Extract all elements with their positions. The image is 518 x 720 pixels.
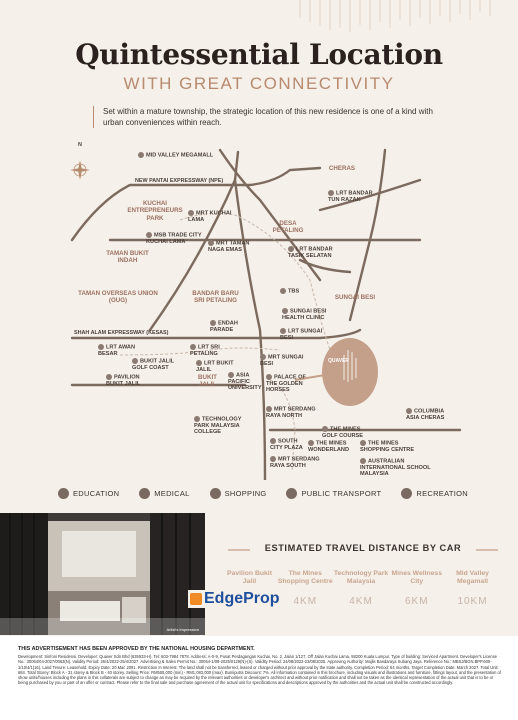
place-mrt-serdang-north[interactable]: MRT SERDANG RAYA NORTH [266, 406, 316, 419]
location-map [60, 140, 480, 480]
area-taman-overseas: TAMAN OVERSEAS UNION (OUG) [78, 290, 158, 305]
place-mines-golf[interactable]: THE MINES GOLF COURSE [322, 426, 364, 439]
place-bukit-jalil-golf[interactable]: BUKIT JALIL GOLF COAST [132, 358, 175, 371]
place-tbs[interactable]: TBS [280, 288, 299, 295]
compass-icon [70, 160, 90, 180]
place-mid-valley[interactable]: MID VALLEY MEGAMALL [138, 152, 213, 159]
decorative-lines [290, 0, 500, 36]
medical-cross-icon [139, 488, 150, 499]
place-lrt-bandar-tun[interactable]: LRT BANDAR TUN RAZAK [328, 190, 373, 203]
travel-heading: ESTIMATED TRAVEL DISTANCE BY CAR [264, 543, 462, 553]
graduation-cap-icon [58, 488, 69, 499]
train-icon [286, 488, 297, 499]
map-legend [58, 484, 468, 502]
recreation-icon [401, 488, 412, 499]
place-lrt-sungai-besi[interactable]: LRT SUNGAI BESI [280, 328, 323, 341]
edgeprop-watermark: EdgeProp [188, 590, 282, 608]
place-mines-wonderland[interactable]: THE MINES WONDERLAND [308, 440, 350, 453]
travel-item: Pavilion Bukit Jalil [227, 570, 272, 585]
area-taman-bukit-indah: TAMAN BUKIT INDAH [106, 250, 149, 265]
legend-shopping: SHOPPING [210, 488, 267, 499]
place-endah[interactable]: ENDAH PARADE [210, 320, 238, 333]
legend-public-transport: PUBLIC TRANSPORT [286, 488, 381, 499]
area-bukit-jalil: BUKIT JALIL [198, 374, 217, 389]
shopping-bag-icon [210, 488, 221, 499]
place-lrt-tasik[interactable]: LRT BANDAR TASIK SELATAN [288, 246, 333, 259]
place-apu[interactable]: ASIA PACIFIC UNIVERSITY [228, 372, 262, 392]
area-kuchai: KUCHAI ENTREPRENEURS PARK [127, 200, 183, 222]
highway-npe: NEW PANTAI EXPRESSWAY (NPE) [135, 178, 224, 184]
place-pavilion-bj[interactable]: PAVILION BUKIT JALIL [106, 374, 141, 387]
highway-kesas: SHAH ALAM EXPRESSWAY (KESAS) [74, 330, 169, 336]
place-lrt-bukit-jalil[interactable]: LRT BUKIT JALIL [196, 360, 234, 373]
place-mines-shopping[interactable]: THE MINES SHOPPING CENTRE [360, 440, 415, 453]
place-mrt-taman-naga[interactable]: MRT TAMAN NAGA EMAS [208, 240, 250, 253]
place-south-city[interactable]: SOUTH CITY PLAZA [270, 438, 303, 451]
footer-heading: THIS ADVERTISEMENT HAS BEEN APPROVED BY THE NATIONAL HOUSING DEPARTMENT. [18, 646, 255, 652]
place-aiss[interactable]: AUSTRALIAN INTERNATIONAL SCHOOL MALAYSIA [360, 458, 431, 478]
travel-item: Mid Valley Megamall 10KM [456, 570, 489, 607]
place-palace[interactable]: PALACE OF THE GOLDEN HORSES [266, 374, 306, 394]
map-roads [60, 140, 480, 480]
compass-n: N [78, 142, 82, 148]
place-msb[interactable]: MSB TRADE CITY KUCHAI LAMA [146, 232, 202, 245]
place-mrt-kuchai[interactable]: MRT KUCHAI LAMA [188, 210, 232, 223]
travel-item: The Mines Shopping Centre 4KM [277, 570, 333, 607]
interior-photo [0, 513, 205, 635]
area-cheras: CHERAS [328, 165, 356, 172]
place-mrt-serdang-south[interactable]: MRT SERDANG RAYA SOUTH [270, 456, 320, 469]
area-desa-petaling: DESA PETALING [272, 220, 304, 235]
marker-label: QUAVER [328, 358, 350, 364]
edgeprop-logo-icon [190, 593, 202, 605]
place-lrt-awan[interactable]: LRT AWAN BESAR [98, 344, 136, 357]
quaver-marker[interactable] [295, 338, 378, 406]
place-columbia[interactable]: COLUMBIA ASIA CHERAS [406, 408, 445, 421]
place-sungai-besi-clinic[interactable]: SUNGAI BESI HEALTH CLINIC [282, 308, 327, 321]
place-mrt-sungai-besi[interactable]: MRT SUNGAI BESI [260, 354, 304, 367]
place-tpm-college[interactable]: TECHNOLOGY PARK MALAYSIA COLLEGE [194, 416, 242, 436]
travel-item: Mines Wellness City 6KM [391, 570, 442, 607]
page-subtitle: WITH GREAT CONNECTIVITY [123, 74, 395, 93]
footer-text: Development: Sinfoni Residensi. Developer: Quaver Sdn Bhd (635933-H). Tel: 603-7984 7878. Address: A-0-9, Pusat Perdagangan Kuchai, No. 2, Jalan 1/127, Off Jalan Kuchai Lama, 58200 Kuala Lumpur. Type of building: Serviced Apartment. Developer's License No.: 30064/04-2027/0063(N). Validity Period: 26/4/2022-25/4/2027. Advertising & Sales Permit No.: 30064-1/08-2025/0129(N)-(S). Validity Period: 24/08/2022-23/08/2025. Approving Authority: Majlis Bandaraya Subang Jaya. Reference No.: MBSJ/BGN.BPP.600-1/10/4/1(16). Land Tenure: Leasehold. Expiry Date: 20 Mac 2091. Restriction In Interest: The land shall not be transferred, leased or charged without prior approval by the state authority. Completion Period: 54 months. Target Completion Date: March 2027. Total Unit: 684. Total Storey: Block A - 31 storey & Block B - 40 storey. Selling Price: RM555,000 (min) - RM1,083,000 (max). Bumiputra Discount: 7%. All information contained in this brochure, including visuals and illustrations and furniture, fittings layout, and the presentation of show units/houses including the plans in this collaterals are subject to change as may be required by the relevant authorities or developer's architect and without prior notification and shall not be taken as the identical representation of the actual unit that is to be or being purchased by you or part of an offer or contract. Please refer to the final sale and purchase agreement of the actual unit for specifications and descriptions approved by the authorities and the actual unit shall be constructed accordingly. [18, 654, 501, 686]
legend-recreation: RECREATION [401, 488, 468, 499]
travel-item: Technology Park Malaysia 4KM [333, 570, 389, 607]
legend-education: EDUCATION [58, 488, 119, 499]
photo-caption: Artist's Impression [166, 627, 199, 632]
legend-medical: MEDICAL [139, 488, 189, 499]
place-lrt-sri-petaling[interactable]: LRT SRI PETALING [190, 344, 220, 357]
legal-footer [0, 636, 518, 720]
area-sungai-besi: SUNGAI BESI [334, 294, 376, 301]
area-bandar-baru: BANDAR BARU SRI PETALING [192, 290, 239, 305]
page-title: Quintessential Location [75, 38, 443, 71]
intro-text: Set within a mature township, the strategic location of this new residence is one of a kind with urban conveniences within reach. [93, 106, 433, 128]
